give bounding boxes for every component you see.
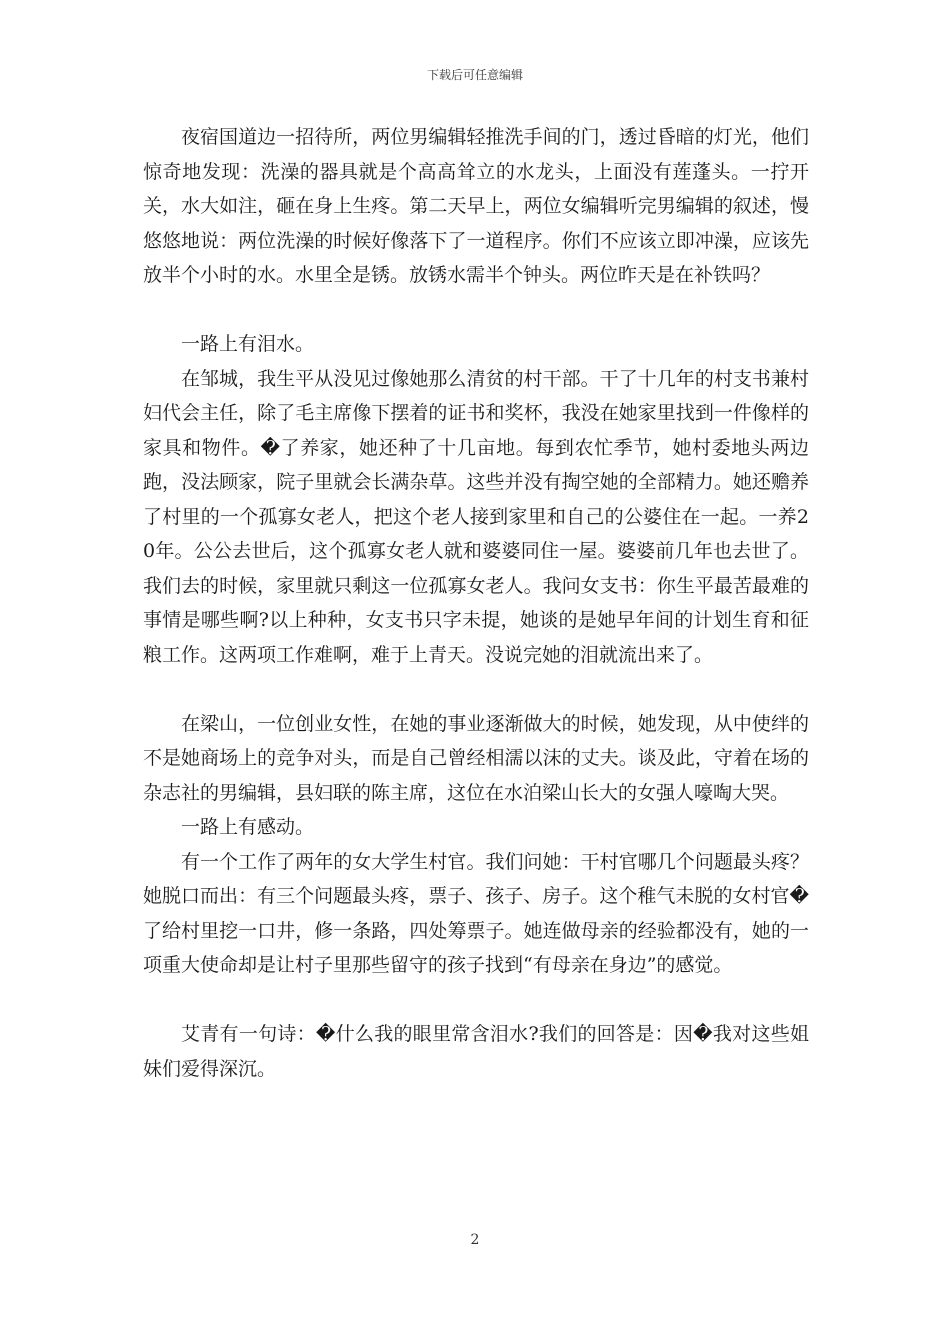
page-header: 下载后可任意编辑 xyxy=(426,68,523,82)
paragraph-hotel: 夜宿国道边一招待所，两位男编辑轻推洗手间的门，透过昏暗的灯光，他们惊奇地发现：洗澡的器具就是个高高耸立的水龙头，上面没有莲蓬头。一拧开关，水大如注，砸在身上生疼。第二天早上，两位女编辑听完男编辑的叙述，慢悠悠地说：两位洗澡的时候好像落下了一道程序。你们不应该立即冲澡，应该先放半个小时的水。水里全是锈。放锈水需半个钟头。两位昨天是在补铁吗？ xyxy=(143,126,809,286)
page-number: 2 xyxy=(470,1232,480,1248)
paragraph-village-official: 有一个工作了两年的女大学生村官。我们问她：干村官哪几个问题最头疼？她脱口而出：有三个问题最头疼，票子、孩子、房子。这个稚气未脱的女村官�了给村里挖一口井，修一条路，四处筹票子。她连做母亲的经验都没有，她的一项重大使命却是让村子里那些留守的孩子找到“有母亲在身边”的感觉。 xyxy=(143,850,809,976)
paragraph-gap xyxy=(143,983,809,1018)
paragraph-liangshan: 在梁山，一位创业女性，在她的事业逐渐做大的时候，她发现，从中使绊的不是她商场上的竞争对头，而是自己曾经相濡以沫的丈夫。谈及此，守着在场的杂志社的男编辑，县妇联的陈主席，这位在水泊梁山长大的女强人嚎啕大哭。 xyxy=(143,712,809,804)
paragraph-moved-heading: 一路上有感动。 xyxy=(181,816,315,838)
paragraph-gap xyxy=(143,672,809,707)
document-body xyxy=(143,120,809,1086)
paragraph-tears-heading: 一路上有泪水。 xyxy=(181,333,315,355)
paragraph-zoucheng: 在邹城，我生平从没见过像她那么清贫的村干部。干了十几年的村支书兼村妇代会主任，除了毛主席像下摆着的证书和奖杯，我没在她家里找到一件像样的家具和物件。�了养家，她还种了十几亩地。每到农忙季节，她村委地头两边跑，没法顾家，院子里就会长满杂草。这些并没有掏空她的全部精力。她还赡养了村里的一个孤寡女老人，把这个老人接到家里和自己的公婆住在一起。一养20年。公公去世后，这个孤寡女老人就和婆婆同住一屋。婆婆前几年也去世了。我们去的时候，家里就只剩这一位孤寡女老人。我问女支书：你生平最苦最难的事情是哪些啊?以上种种，女支书只字未提，她谈的是她早年间的计划生育和征粮工作。这两项工作难啊，难于上青天。没说完她的泪就流出来了。 xyxy=(143,367,809,666)
paragraph-gap xyxy=(143,293,809,328)
paragraph-aiqing-poem: 艾青有一句诗：�什么我的眼里常含泪水?我们的回答是：因�我对这些姐妹们爱得深沉。 xyxy=(143,1023,809,1080)
